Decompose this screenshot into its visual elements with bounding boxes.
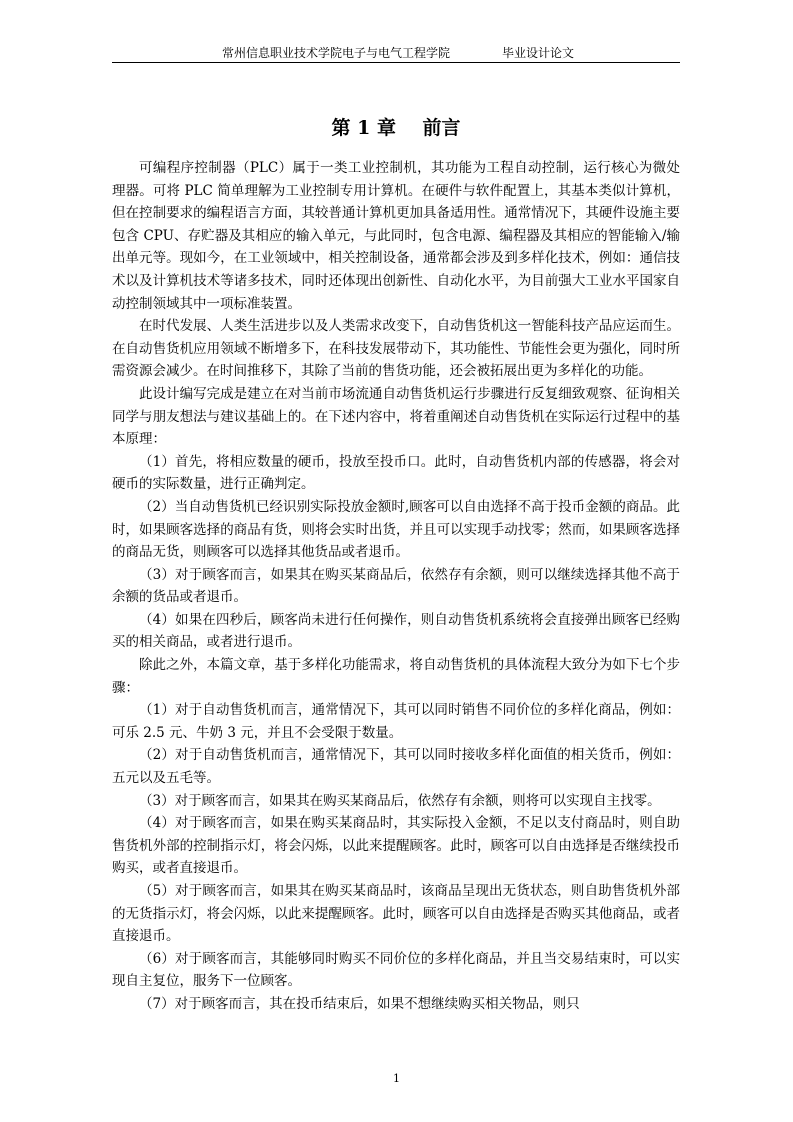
paragraph: （6）对于顾客而言，其能够同时购买不同价位的多样化商品，并且当交易结束时，可以实现自主复位，服务下一位顾客。 [112, 950, 680, 990]
paragraph: （3）对于顾客而言，如果其在购买某商品后，依然存有余额，则可以继续选择其他不高于余额的货品或者退币。 [112, 566, 680, 606]
paragraph: （3）对于顾客而言，如果其在购买某商品后，依然存有余额，则将可以实现自主找零。 [139, 792, 661, 809]
paragraph: 此设计编写完成是建立在对当前市场流通自动售货机运行步骤进行反复细致观察、征询相关同学与朋友想法与建议基础上的。在下述内容中，将着重阐述自动售货机在实际运行过程中的基本原理： [112, 385, 680, 448]
paragraph: （4）如果在四秒后，顾客尚未进行任何操作，则自动售货机系统将会直接弹出顾客已经购买的相关商品，或者进行退币。 [112, 611, 680, 651]
paragraph: （5）对于顾客而言，如果其在购买某商品时，该商品呈现出无货状态，则自助售货机外部的无货指示灯，将会闪烁，以此来提醒顾客。此时，顾客可以自由选择是否购买其他商品，或者直接退币。 [112, 883, 680, 945]
paragraph: 可编程序控制器（PLC）属于一类工业控制机，其功能为工程自动控制，运行核心为微处理器。可将 PLC 简单理解为工业控制专用计算机。在硬件与软件配置上，其基本类似计算机，但在控制要求的编程语言方面，其较普通计算机更加具备适用性。通常情况下，其硬件设施主要包含 CPU、存贮器及其相应的输入单元，与此同时，包含电源、编程器及其相应的智能输入/输出单元等。现如今，在工业领域中，相关控制设备，通常都会涉及到多样化技术，例如：通信技术以及计算机技术等诸多技术，同时还体现出创新性、自动化水平，为目前强大工业水平国家自动控制领域其中一项标准装置。 [112, 160, 680, 312]
paragraph: （7）对于顾客而言，其在投币结束后，如果不想继续购买相关物品，则只 [139, 995, 580, 1012]
body-text [112, 157, 680, 1016]
paragraph: 在时代发展、人类生活进步以及人类需求改变下，自动售货机这一智能科技产品应运而生。在自动售货机应用领域不断增多下，在科技发展带动下，其功能性、节能性会更为强化，同时所需资源会减少。在时间推移下，其除了当前的售货功能，还会被拓展出更为多样化的功能。 [112, 318, 680, 380]
paragraph: （1）首先，将相应数量的硬币，投放至投币口。此时，自动售货机内部的传感器，将会对硬币的实际数量，进行正确判定。 [112, 453, 680, 493]
paragraph: （4）对于顾客而言，如果在购买某商品时，其实际投入金额，不足以支付商品时，则自助售货机外部的控制指示灯，将会闪烁，以此来提醒顾客。此时，顾客可以自由选择是否继续投币购买，或者直接退币。 [112, 815, 680, 877]
paragraph: 除此之外，本篇文章，基于多样化功能需求，将自动售货机的具体流程大致分为如下七个步骤： [112, 657, 680, 696]
paragraph: （1）对于自动售货机而言，通常情况下，其可以同时销售不同价位的多样化商品，例如：可乐 2.5 元、牛奶 3 元，并且不会受限于数量。 [112, 702, 680, 741]
page-header [112, 44, 680, 63]
paragraph: （2）当自动售货机已经识别实际投放金额时,顾客可以自由选择不高于投币金额的商品。此时，如果顾客选择的商品有货，则将会实时出货，并且可以实现手动找零；然而，如果顾客选择的商品无货，则顾客可以选择其他货品或者退币。 [112, 498, 680, 561]
page-number: 1 [393, 1072, 400, 1085]
header-document-type: 毕业设计论文 [502, 46, 575, 60]
paragraph: （2）对于自动售货机而言，通常情况下，其可以同时接收多样化面值的相关货币，例如：五元以及五毛等。 [112, 747, 680, 787]
header-school-name: 常州信息职业技术学院电子与电气工程学院 [222, 46, 451, 60]
chapter-title: 第 1 章 前言 [331, 117, 461, 139]
